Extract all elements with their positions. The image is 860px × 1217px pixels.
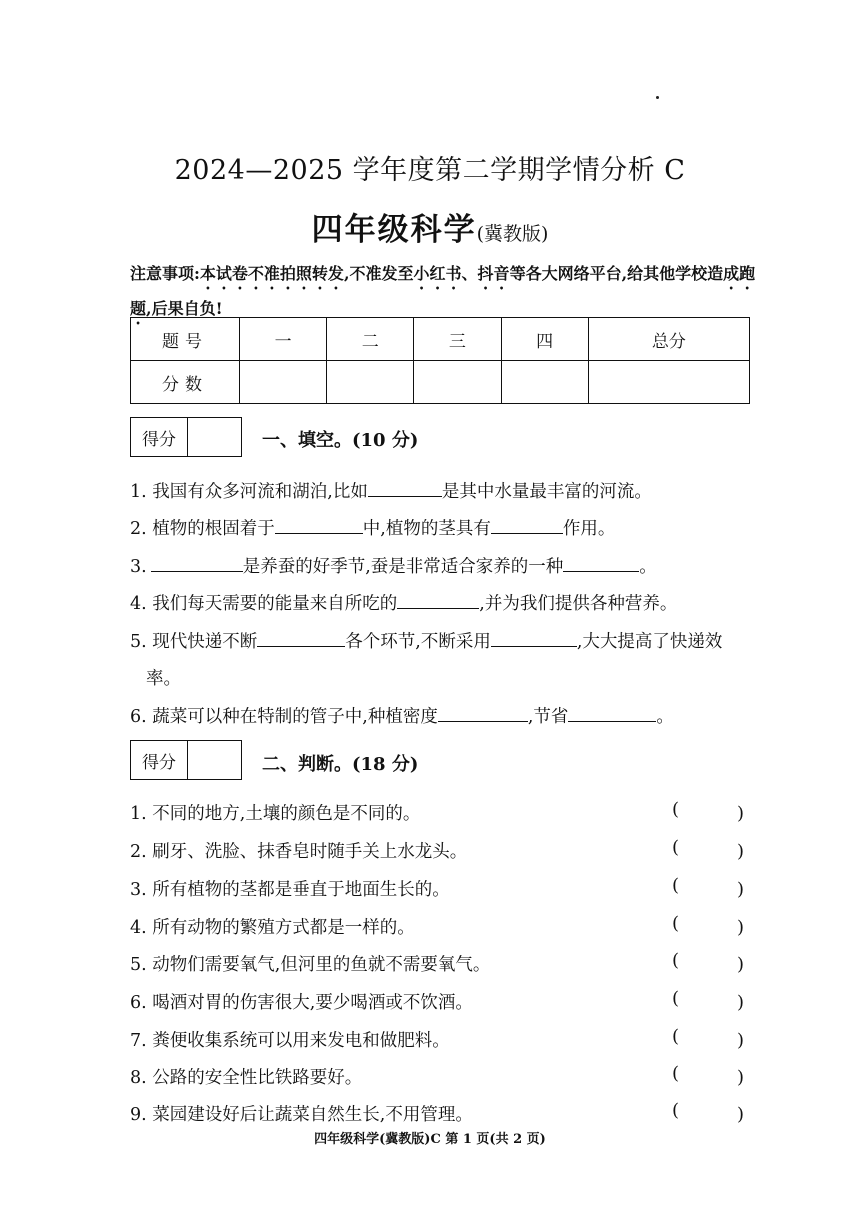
answer-paren-open[interactable]: ( xyxy=(672,950,680,971)
fill-question-5-cont: 率。 xyxy=(146,669,181,689)
answer-paren-close[interactable]: ) xyxy=(737,1104,745,1125)
answer-blank[interactable] xyxy=(491,515,563,534)
question-text: ,并为我们提供各种营养。 xyxy=(479,594,678,614)
judgement-question: 1. 不同的地方,土壤的颜色是不同的。 xyxy=(130,804,421,824)
fill-question-5 xyxy=(130,628,722,653)
question-text: 中,植物的茎具有 xyxy=(362,519,491,539)
score-header-cell: 题号 xyxy=(131,318,240,361)
answer-paren-open[interactable]: ( xyxy=(672,799,680,820)
scan-speck xyxy=(656,96,659,99)
section2-score-box xyxy=(130,740,242,780)
score-table-header-row xyxy=(131,318,750,361)
answer-blank[interactable] xyxy=(397,590,479,609)
notice-label: 注意事项: xyxy=(130,264,200,283)
fill-question-2 xyxy=(130,515,615,540)
score-cell[interactable] xyxy=(588,361,749,404)
question-text: 1. 我国有众多河流和湖泊,比如 xyxy=(130,482,368,502)
score-cell[interactable] xyxy=(414,361,501,404)
fill-question-3 xyxy=(130,553,657,578)
section2-score-field[interactable] xyxy=(188,741,241,779)
score-header-cell: 三 xyxy=(414,318,501,361)
answer-paren-open[interactable]: ( xyxy=(672,913,680,934)
section1-score-field[interactable] xyxy=(188,418,241,456)
score-header-cell: 一 xyxy=(240,318,327,361)
score-header-cell: 四 xyxy=(501,318,588,361)
judgement-question: 2. 刷牙、洗脸、抹香皂时随手关上水龙头。 xyxy=(130,842,468,862)
judgement-question: 7. 粪便收集系统可以用来发电和做肥料。 xyxy=(130,1031,450,1051)
answer-paren-open[interactable]: ( xyxy=(672,837,680,858)
answer-paren-open[interactable]: ( xyxy=(672,1100,680,1121)
notice-emph-2: 小红书 xyxy=(413,264,462,283)
notice-emph-1: 本试卷不准拍照转发 xyxy=(199,264,344,283)
question-text: 作用。 xyxy=(562,519,616,539)
subject-title xyxy=(0,204,860,249)
answer-paren-close[interactable]: ) xyxy=(737,1030,745,1051)
notice-emph-3: 抖音 xyxy=(477,264,510,283)
answer-paren-close[interactable]: ) xyxy=(737,917,745,938)
section1-score-label: 得分 xyxy=(131,418,188,456)
answer-paren-close[interactable]: ) xyxy=(737,803,745,824)
answer-blank[interactable] xyxy=(368,478,442,497)
judgement-question: 6. 喝酒对胃的伤害很大,要少喝酒或不饮酒。 xyxy=(130,993,473,1013)
answer-blank[interactable] xyxy=(491,628,577,647)
score-cell[interactable] xyxy=(501,361,588,404)
answer-paren-close[interactable]: ) xyxy=(737,879,745,900)
question-text: 。 xyxy=(639,557,657,577)
section1-title: 一、填空。(10 分) xyxy=(262,430,419,451)
question-text: 6. 蔬菜可以种在特制的管子中,种植密度 xyxy=(130,707,438,727)
edition-label: (冀教版) xyxy=(476,223,549,245)
question-text: 5. 现代快递不断 xyxy=(130,632,258,652)
answer-paren-close[interactable]: ) xyxy=(737,1067,745,1088)
page-footer: 四年级科学(冀教版)C 第 1 页(共 2 页) xyxy=(314,1132,546,1147)
judgement-question: 9. 菜园建设好后让蔬菜自然生长,不用管理。 xyxy=(130,1105,473,1125)
answer-blank[interactable] xyxy=(151,553,243,572)
score-header-cell: 二 xyxy=(327,318,414,361)
answer-paren-open[interactable]: ( xyxy=(672,875,680,896)
answer-blank[interactable] xyxy=(563,553,639,572)
question-text: 各个环节,不断采用 xyxy=(345,632,491,652)
answer-paren-open[interactable]: ( xyxy=(672,988,680,1009)
question-text: ,大大提高了快递效 xyxy=(576,632,723,652)
question-text: ,节省 xyxy=(527,707,569,727)
answer-paren-close[interactable]: ) xyxy=(737,954,745,975)
answer-blank[interactable] xyxy=(275,515,363,534)
judgement-question: 8. 公路的安全性比铁路要好。 xyxy=(130,1068,363,1088)
score-cell[interactable] xyxy=(240,361,327,404)
score-cell[interactable] xyxy=(327,361,414,404)
notice-part-1: ,不准发至 xyxy=(343,264,414,283)
fill-question-4 xyxy=(130,590,677,615)
section2-score-label: 得分 xyxy=(131,741,188,779)
question-text: 是其中水量最丰富的河流。 xyxy=(441,482,652,502)
judgement-question: 3. 所有植物的茎都是垂直于地面生长的。 xyxy=(130,880,450,900)
answer-blank[interactable] xyxy=(568,703,656,722)
answer-paren-close[interactable]: ) xyxy=(737,841,745,862)
answer-paren-open[interactable]: ( xyxy=(672,1026,680,1047)
score-header-cell: 总分 xyxy=(588,318,749,361)
fill-question-1 xyxy=(130,478,652,503)
judgement-question: 5. 动物们需要氧气,但河里的鱼就不需要氧气。 xyxy=(130,955,491,975)
question-text: 2. 植物的根固着于 xyxy=(130,519,275,539)
question-text: 3. xyxy=(130,557,147,577)
exam-title: 2024—2025 学年度第二学期学情分析 C xyxy=(174,155,686,186)
score-table xyxy=(130,317,750,404)
score-table-score-row xyxy=(131,361,750,404)
question-text: 。 xyxy=(656,707,674,727)
section1-score-box xyxy=(130,417,242,457)
notice-part-4: ,后果自负! xyxy=(146,299,223,318)
answer-paren-close[interactable]: ) xyxy=(737,992,745,1013)
notice-emph-4: 成跑题 xyxy=(130,264,756,318)
score-row-label: 分数 xyxy=(131,361,240,404)
judgement-question: 4. 所有动物的繁殖方式都是一样的。 xyxy=(130,918,415,938)
answer-blank[interactable] xyxy=(257,628,345,647)
question-text: 4. 我们每天需要的能量来自所吃的 xyxy=(130,594,398,614)
section2-title: 二、判断。(18 分) xyxy=(262,754,419,775)
notice-part-2: 、 xyxy=(461,264,478,283)
subject-name: 四年级科学 xyxy=(311,212,477,248)
answer-blank[interactable] xyxy=(438,703,528,722)
question-text: 是养蚕的好季节,蚕是非常适合家养的一种 xyxy=(242,557,564,577)
notice-part-3: 等各大网络平台,给其他学校造 xyxy=(509,264,724,283)
fill-question-6 xyxy=(130,703,674,728)
answer-paren-open[interactable]: ( xyxy=(672,1063,680,1084)
